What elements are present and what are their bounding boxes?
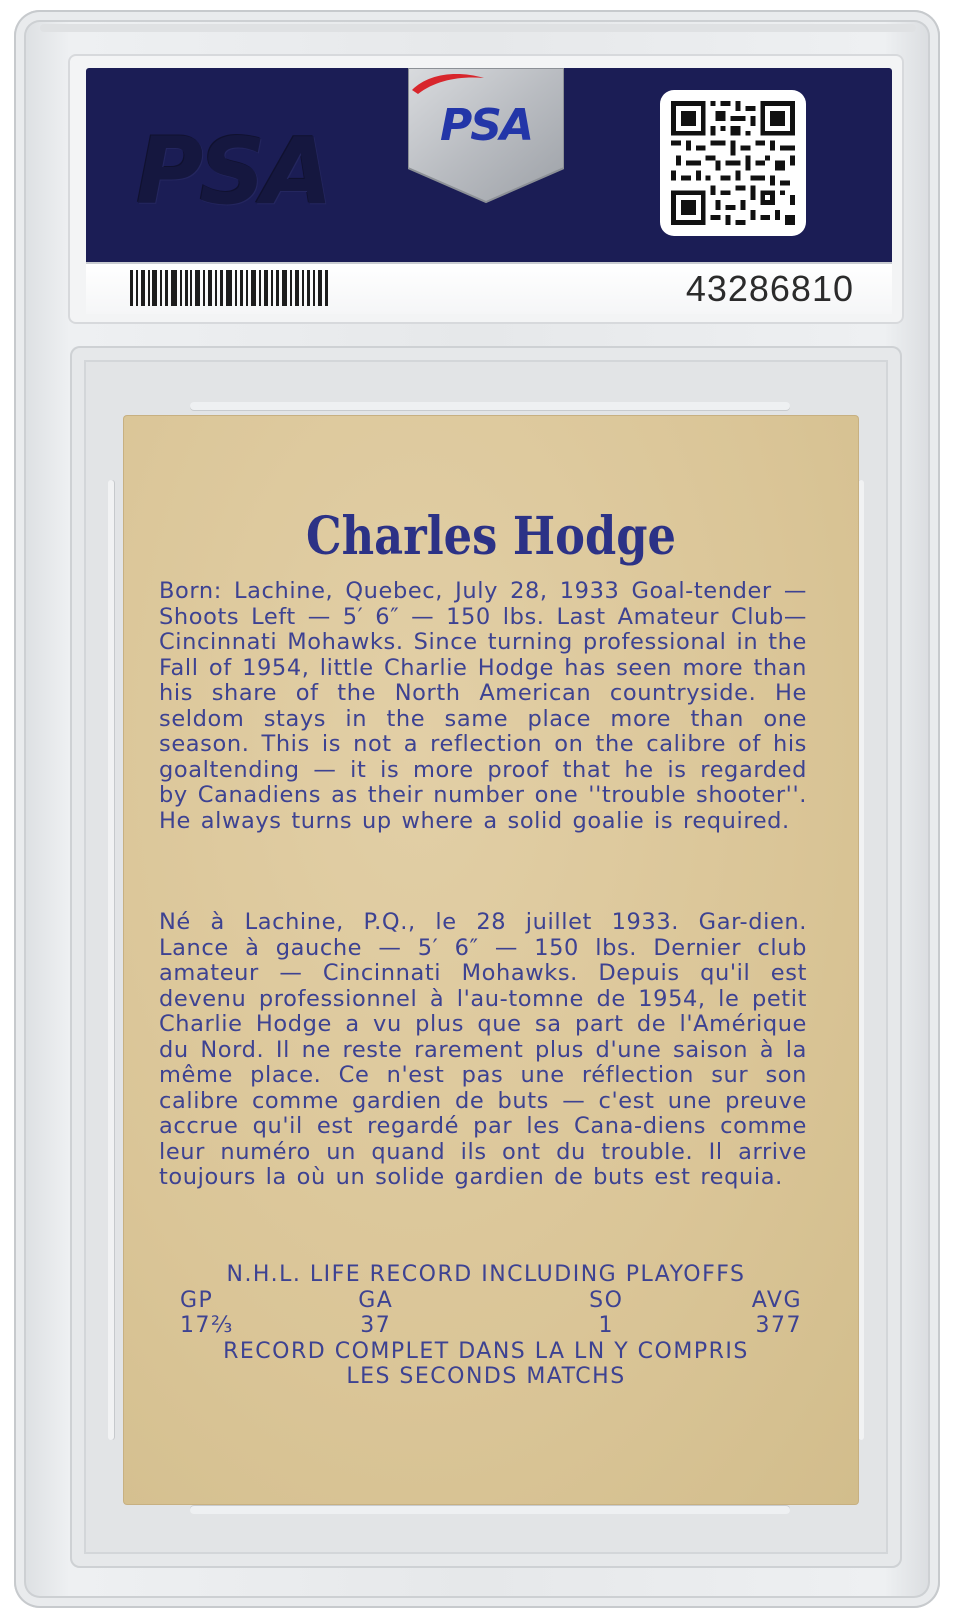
record-header: AVG bbox=[751, 1287, 802, 1313]
record-values bbox=[162, 1313, 810, 1339]
record-headers bbox=[162, 1288, 810, 1314]
rail-top bbox=[190, 402, 790, 410]
qr-code-icon bbox=[671, 101, 795, 225]
psa-badge bbox=[408, 68, 564, 206]
cert-number: 43286810 bbox=[685, 268, 854, 309]
psa-hologram-logo: PSA bbox=[136, 118, 329, 225]
bio-english: Born: Lachine, Quebec, July 28, 1933 Goal-tender — Shoots Left — 5′ 6″ — 150 lbs. Last Amateur Club—Cincinnati Mohawks. Since turning professional in the Fall of 1954, little Charlie Hodge has seen more than his share of the North American countryside. He seldom stays in the same place more than one season. This is not a reflection on the calibre of his goaltending — it is more proof that he is regarded by Canadiens as their number one ''trouble shooter''. He always turns up where a solid goalie is required. bbox=[159, 578, 807, 834]
life-record bbox=[162, 1262, 810, 1390]
rail-right bbox=[858, 480, 864, 1440]
barcode-strip bbox=[86, 262, 892, 314]
record-value: 1 bbox=[598, 1313, 614, 1338]
psa-swoosh-icon bbox=[408, 68, 488, 98]
record-title-french-2: LES SECONDS MATCHS bbox=[346, 1364, 626, 1389]
hockey-card-back bbox=[124, 416, 858, 1504]
player-name: Charles Hodge bbox=[306, 506, 676, 567]
bio-french: Né à Lachine, P.Q., le 28 juillet 1933. Gar-dien. Lance à gauche — 5′ 6″ — 150 lbs. Dernier club amateur — Cincinnati Mohawks. Depuis qu'il est devenu professionnel à l'au-tomne de 1954, le petit Charlie Hodge a vu plus que sa part de l'Amérique du Nord. Il ne reste rarement plus d'une saison à la même place. Ce n'est pas une réflection sur son calibre comme gardien de buts — c'est une preuve accrue qu'il est regardé par les Cana-diens comme leur numéro un quand ils ont du trouble. Il arrive toujours la où un solide gardien de buts est requia. bbox=[159, 909, 807, 1190]
record-header: GA bbox=[358, 1287, 394, 1313]
qr-code[interactable] bbox=[660, 90, 806, 236]
record-title: N.H.L. LIFE RECORD INCLUDING PLAYOFFS bbox=[226, 1262, 746, 1287]
record-title-french-1: RECORD COMPLET DANS LA LN Y COMPRIS bbox=[223, 1338, 749, 1364]
barcode-icon bbox=[130, 270, 330, 306]
record-value: 377 bbox=[755, 1313, 802, 1338]
psa-badge-text: PSA bbox=[440, 100, 532, 151]
slab-top-edge bbox=[40, 24, 916, 32]
rail-bottom bbox=[190, 1506, 790, 1514]
rail-left bbox=[108, 480, 114, 1440]
record-header: SO bbox=[589, 1287, 624, 1313]
record-value: 37 bbox=[360, 1313, 392, 1338]
record-header: GP bbox=[180, 1287, 214, 1313]
record-value: 17⅔ bbox=[180, 1313, 234, 1338]
